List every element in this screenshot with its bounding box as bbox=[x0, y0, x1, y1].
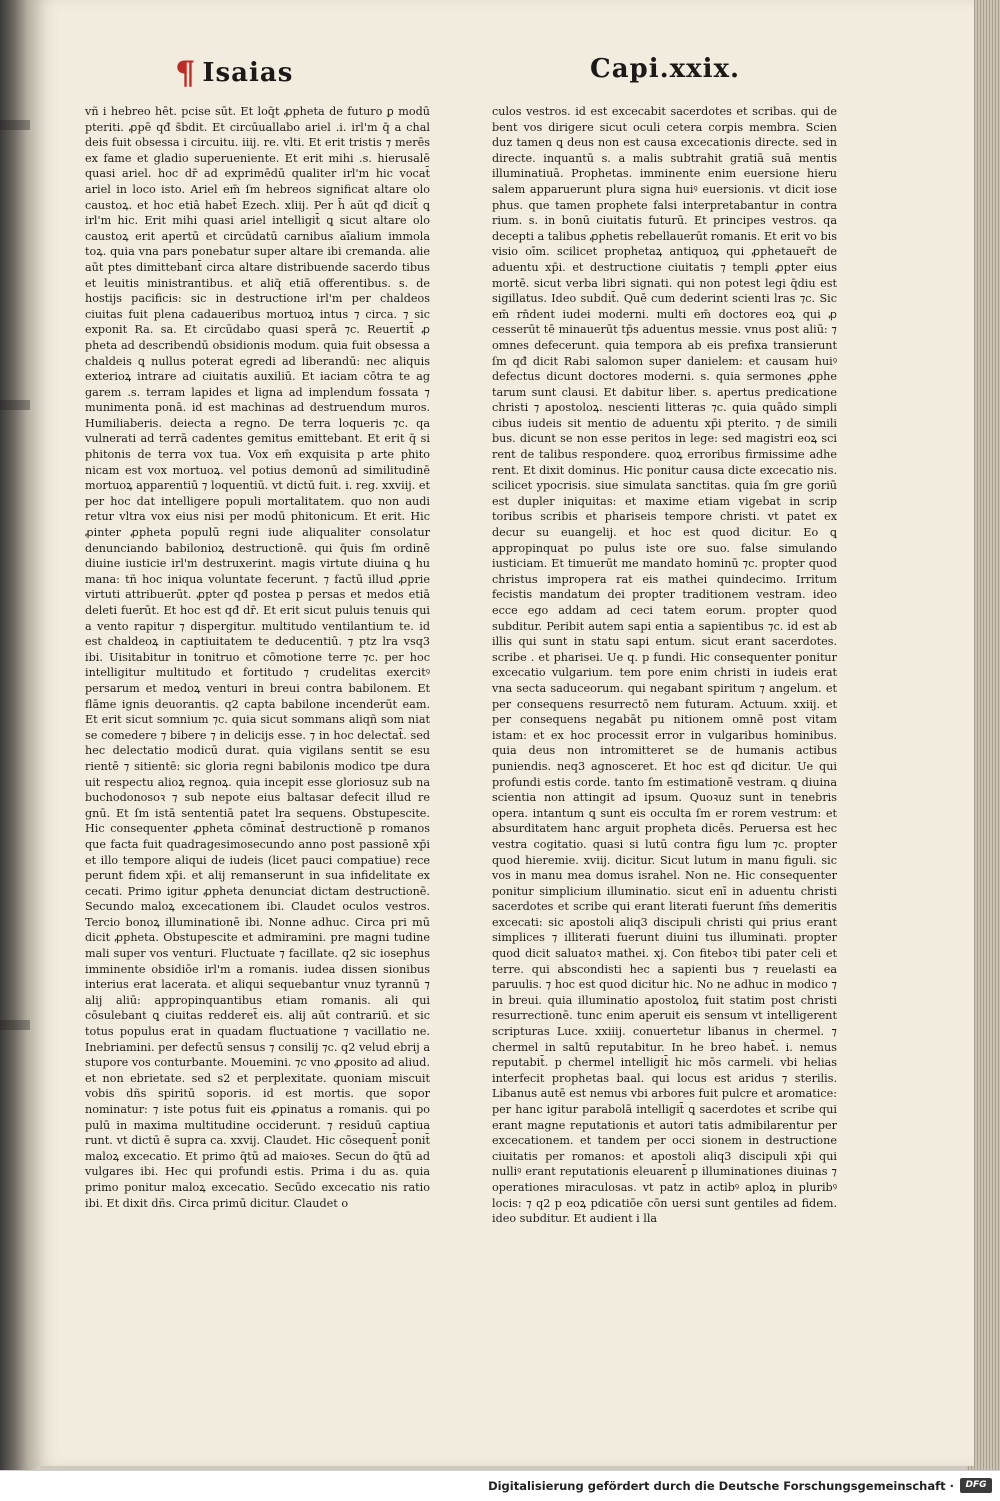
binding-shadow bbox=[0, 400, 34, 410]
book-page bbox=[30, 0, 974, 1466]
running-head-right-text: Capi.xxix. bbox=[590, 54, 741, 84]
running-head-left-text: Isaias bbox=[202, 58, 294, 88]
digitization-footer bbox=[0, 1470, 1000, 1501]
running-head-left bbox=[175, 54, 293, 98]
running-head-right bbox=[590, 54, 740, 98]
dfg-logo-icon: DFG bbox=[960, 1478, 992, 1493]
binding-shadow bbox=[0, 1020, 34, 1030]
footer-credit: Digitalisierung gefördert durch die Deutsche Forschungsgemeinschaft · bbox=[488, 1479, 954, 1493]
text-column-left bbox=[85, 104, 430, 1254]
binding-shadow bbox=[0, 120, 34, 130]
text-column-right bbox=[492, 104, 837, 1254]
column-right-text: culos vestros. id est excecabit sacerdotes et scribas. qui de bent vos dirigere sicut oculi cetera corꝑis membra. Scien duz tamen ꝗ deus non est causa excecationis directe. sed in directe. inquantū s. a malis subtrahit gratiā suā mentis illuminatiuā. Prophetas. imminente enim euersione hieru salem apparuerunt plura signa huiꝰ euersionis. vt dicit iose phus. que tamen prophete falsi interpretabantur in contra rium. s. in bonū ciuitatis futurū. Et principes vestros. qa decepti a talibus ꝓphetis rebellauerūt romanis. Et erit vo bis visio oīm. scilicet prophetaꝝ antiquoꝝ qui ꝓphetauer̄t de aduentu xp̄i. et destructione ciuitatis ⁊ templi ꝓpter eius mortē. sicut verba libri signati. qui non potest legi q̄diu est sigillatus. Ideo subdit̄. Quē cum dederint scienti lras ⁊c. Sic em̄ rn̄dent iudei moderni. multi em̄ doctores eoꝝ qui ꝓ cesserūt tē minauerūt tp̄s aduentus messie. vnus post aliū: ⁊ omnes defecerunt. quia tempora ab eis prefixa transierunt ſm qđ dicit Rabi salomon super danielem: et causam huiꝰ defectus dicunt doctores moderni. s. quia sermones ꝓphe tarum sunt clausi. Et dabitur liber. s. apertus predicatione christi ⁊ apostoloꝝ. nescienti litteras ⁊c. quia quādo simpli cibus iudeis sit mentio de aduentu xp̄i pterito. ⁊ de simili bus. dicunt se non esse peritos in lege: sed magistri eoꝝ sci rent de talibus respondere. quoꝝ erroribus firmissime adhe rent. Et dixit dominus. Hic ponitur causa dicte excecatio nis. scilicet ypocrisis. siue simulata sanctitas. quia ſm gre goriū est dupler iniquitas: et maxime etiam vigebat in scrip toribus scribis et phariseis tempore christi. vt patet ex decur su euangelij. et hoc est quod dicitur. Eo ꝗ appropinquat po pulus iste ore suo. false simulando iusticiam. Et timuerūt me mandato hominū ⁊c. propter quod christus impropera rat eis mathei quindecimo. Irritum fecistis mandatum dei propter traditionem vestram. ideo ecce ego addam ad ceci tatem eorum. propter quod subditur. Peribit autem sapi entia a sapientibus ⁊c. id est ab illis qui sunt in statu sapi entum. sicut erant sacerdotes. scribe . et pharisei. Ue q. p fundi. Hic consequenter ponitur excecatio vulgarium. tem pore enim christi in iudeis erat vna secta saduceorum. qui negabant spiritum ⁊ angelum. et per consequens resurrectō nem futuram. Actuum. xxiij. et per consequens negabāt pu nitionem omnē post vitam istam: et ex hoc processit error in vulgaribus hominibus. quia deus non intromitteret se de humanis actibus puniendis. neq3 agnosceret. Et hoc est qđ dicitur. Ue qui profundi estis corde. tanto ſm estimationē vestram. ꝗ diuina scientia non attingit ad ipsum. Quoꝛuz sunt in tenebris opera. intantum ꝗ sunt eis occulta ſm er rorem vestrum: et absurditatem hanc arguit propheta dicēs. Peruersa est hec vestra cogitatio. quasi si lutū contra figu lum ⁊c. propter quod hieremie. xviij. dicitur. Sicut lutum in manu figuli. sic vos in manu mea domus israhel. Non ne. Hic consequenter ponitur simplicium illuminatio. sicut enī in aduentu christi sacerdotes et scribe qui erant literati fuerunt ſm̄s demeritis excecati: sic apostoli aliq3 discipuli christi qui prius erant simplices ⁊ illiterati fuerunt diuini tus illuminati. propter quod dicit saluatoꝛ mathei. xj. Con fiteboꝛ tibi pater celi et terre. qui abscondisti hec a sapienti bus ⁊ reuelasti ea paruulis. ⁊ hoc est quod dicitur hic. No ne adhuc in modico ⁊ in breui. quia illuminatio apostoloꝝ fuit statim post christi resurrectionē. tunc enim aperuit eis sensum vt intelligerent scripturas Luce. xxiiij. conuertetur libanus in chermel. ⁊ chermel in saltū reputabitur. In he breo habet̄. i. nemus reputabit̄. p chermel intelligit̄ hic mōs carmeli. vbi helias interfecit prophetas baal. qui locus est aridus ⁊ sterilis. Libanus autē est nemus vbi arbores fuit pulcre et aromatice: per hanc igitur parabolā intelligit̄ ꝗ sacerdotes et scribe qui erant magne reputationis et autori tatis admibilarentur per excecationem. et tandem per occi sionem in destructione ciuitatis per romanos: et apostoli aliq3 discipuli xp̄i qui nulliꝰ erant reputationis eleuarent̄ p illuminationes diuinas ⁊ operationes miraculosas. vt patz in actibꝰ aploꝝ in pluribꝰ locis: ⁊ q2 p eoꝝ pdicatiōe cōn uersi sunt gentiles ad fidem. ideo subditur. Et audient i lla bbox=[492, 105, 837, 1226]
rubric-mark-icon: ¶ bbox=[175, 54, 197, 92]
column-left-text: vñ i hebreo hēt. pcise sūt. Et loq̄t ꝓpheta de futuro ꝑ modū pteriti. ꝓpē qđ s̄bdit. Et circūuallabo ariel .i. irl'm q̄ a chal deis fuit obsessa i circuitu. iiij. re. vlti. Et erit tristis ⁊ merēs ex fame et gladio superueniente. Et erit mihi .s. hierusalē quasi ariel. hoc dr̄ ad exprimēdū qualiter irl'm hic vocat̄ ariel in loco isto. Ariel em̄ ſm hebreos significat altare olo caustoꝝ. et hoc etiā habet̄ Ezech. xliij. Per h̄ aūt qđ dicit̄ ꝗ irl'm hic. Erit mihi quasi ariel intelligit̄ ꝗ sicut altare olo caustoꝝ erit apertū et circūdatū carnibus aīalium immola toꝝ. quia vna pars ponebatur super altare ibi cremanda. alie aūt ptes dimittebant̄ circa altare distribuende sacerdo tibus et leuitis ministrantibus. et aliq̄ etiā offerentibus. s. de hostijs pacificis: sic in destructione irl'm per chaldeos ciuitas fuit plena cadaueribus mortuoꝝ intus ⁊ circa. ⁊ sic exponit Ra. sa. Et circūdabo quasi sperā ⁊c. Reuertit̄ ꝓ pheta ad describendū obsidionis modum. quia fuit obsessa a chaldeis ꝗ nullus poterat egredi ad liberandū: nec aliquis exterioꝝ intrare ad ciuitatis auxiliū. Et iaciam cōtra te ag garem .s. terram lapides et ligna ad implendum fossata ⁊ munimenta ponā. id est machinas ad destruendum muros. Humiliaberis. deiecta a regno. De terra loqueris ⁊c. qa vulnerati ad terrā cadentes gemitus emittebant. Et erit q̄ si phitonis de terra vox tua. Vox em̄ exquisita p arte phito nicam est vox mortuoꝝ. vel potius demonū ad similitudinē mortuoꝝ apparentiū ⁊ loquentiū. vt dictū fuit. i. reg. xxviij. et per hoc dat intelligere populi mortalitatem. quo non audi retur vltra vox eius nisi per modū phitonicum. Et erit. Hic ꝓinter ꝓpheta populū regni iude aliqualiter consolatur denunciando babilonioꝝ destructionē. qui q̄uis ſm ordinē diuine iusticie irl'm destruxerint. magis virtute diuina ꝗ hu mana: tñ hoc iniqua voluntate fecerunt. ⁊ factū illud ꝓprie virtuti attribuerūt. ꝓpter qđ postea p persas et medos etiā deleti fuerūt. Et hoc est qđ dr̄. Et erit sicut puluis tenuis qui a vento rapitur ⁊ dispergitur. multitudo ventilantium te. id est chaldeoꝝ in captiuitatem te deducentiū. ⁊ ptz lra vsq3 ibi. Uisitabitur in tonitruo et cōmotione terre ⁊c. per hoc intelligitur multitudo et fortitudo ⁊ crudelitas exercitꝰ persarum et medoꝝ venturi in breui contra babilonem. Et flāme ignis deuorantis. q2 capta babilone incenderūt eam. Et erit sicut somnium ⁊c. quia sicut sommans aliqñ som niat se comedere ⁊ bibere ⁊ in delicijs esse. ⁊ in hoc delectat̄. sed hec delectatio modicū durat. quia vigilans sentit se esu rientē ⁊ sitientē: sic gloria regni babilonis modico tpe dura uit respectu alioꝝ regnoꝝ. quia incepit esse gloriosuz sub na buchodonosoꝛ ⁊ sub nepote eius baltasar defecit illud re gnū. Et ſm istā sententiā patet lra sequens. Obstupescite. Hic consequenter ꝓpheta cōminat̄ destructionē p romanos que facta fuit quadragesimosecundo anno post passionē xp̄i et illo tempore aliqui de iudeis (licet pauci compatiue) rece perunt fidem xp̄i. et alij remanserunt in sua infidelitate ex cecati. Primo igitur ꝓpheta denunciat dictam destructionē. Secundo maloꝝ excecationem ibi. Claudet oculos vestros. Tercio bonoꝝ illuminationē ibi. Nonne adhuc. Circa pri mū dicit ꝓpheta. Obstupescite et admiramini. pre magni tudine mali super vos venturi. Fluctuate ⁊ facillate. q2 sic iosephus imminente obsidiōe irl'm a romanis. iudea dissen sionibus interius erat lacerata. et aliqui sequebantur vnuz tyrannū ⁊ alij aliū: appropinquantibus etiam romanis. ali qui cōsulebant ꝗ ciuitas redderet̄ eis. alij aūt contrariū. et sic totus populus erat in quadam fluctuatione ⁊ vacillatio ne. Inebriamini. per defectū sensus ⁊ consilij ⁊c. q2 velud ebrij a stupore vos conturbante. Mouemini. ⁊c vno ꝓposito ad aliud. et non ebrietate. sed s2 et perplexitate. quoniam miscuit vobis dñs spiritū soporis. id est mortis. que sopor nominatur: ⁊ iste potus fuit eis ꝓpinatus a romanis. qui po pulū in maxima multitudine occiderunt. ⁊ residuū captiua runt. vt dictū ē supra ca. xxvij. Claudet. Hic cōsequent̄ ponit̄ maloꝝ excecatio. Et primo q̄tū ad maioꝛes. Secun do q̄tū ad vulgares ibi. Hec qui profundi estis. Prima i du as. quia primo ponitur maloꝝ excecatio. Secūdo excecatio nis ratio ibi. Et dixit dñs. Circa primū dicitur. Claudet o bbox=[85, 105, 430, 1210]
